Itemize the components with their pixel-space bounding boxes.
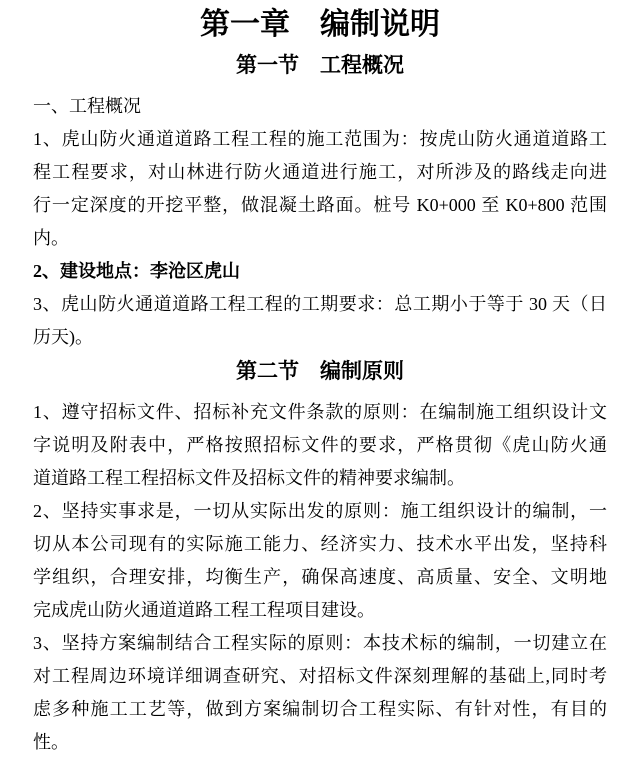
chapter-title: 第一章 编制说明 xyxy=(200,8,440,41)
text-line: 行一定深度的开挖平整，做混凝土路面。桩号 K0+000 至 K0+800 范围 xyxy=(33,195,607,215)
text-line: 3、坚持方案编制结合工程实际的原则：本技术标的编制，一切建立在 xyxy=(33,633,607,653)
text-line: 2、建设地点：李沧区虎山 xyxy=(33,261,240,281)
text-line: 虑多种施工工艺等，做到方案编制切合工程实际、有针对性，有目的 xyxy=(33,699,607,719)
text-line: 1、遵守招标文件、招标补充文件条款的原则：在编制施工组织设计文 xyxy=(33,402,607,422)
text-line: 字说明及附表中，严格按照招标文件的要求，严格贯彻《虎山防火通 xyxy=(33,435,607,455)
text-line: 3、虎山防火通道道路工程工程的工期要求：总工期小于等于 30 天（日 xyxy=(33,294,607,314)
text-line: 完成虎山防火通道道路工程工程项目建设。 xyxy=(33,600,375,620)
section-heading-2: 第二节 编制原则 xyxy=(236,359,404,383)
text-line: 切从本公司现有的实际施工能力、经济实力、技术水平出发，坚持科 xyxy=(33,534,607,554)
text-line: 性。 xyxy=(33,732,69,752)
text-line: 历天)。 xyxy=(33,327,93,347)
text-line: 对工程周边环境详细调查研究、对招标文件深刻理解的基础上,同时考 xyxy=(33,666,607,686)
text-line: 程工程要求，对山林进行防火通道进行施工，对所涉及的路线走向进 xyxy=(33,162,607,182)
text-line: 内。 xyxy=(33,228,69,248)
section-heading-1: 第一节 工程概况 xyxy=(236,53,404,77)
text-line: 道道路工程工程招标文件及招标文件的精神要求编制。 xyxy=(33,468,465,488)
text-line: 2、坚持实事求是，一切从实际出发的原则：施工组织设计的编制，一 xyxy=(33,501,607,521)
text-line: 1、虎山防火通道道路工程工程的施工范围为：按虎山防火通道道路工 xyxy=(33,129,607,149)
text-line: 学组织，合理安排，均衡生产，确保高速度、高质量、安全、文明地 xyxy=(33,567,607,587)
text-line: 一、工程概况 xyxy=(33,96,141,116)
